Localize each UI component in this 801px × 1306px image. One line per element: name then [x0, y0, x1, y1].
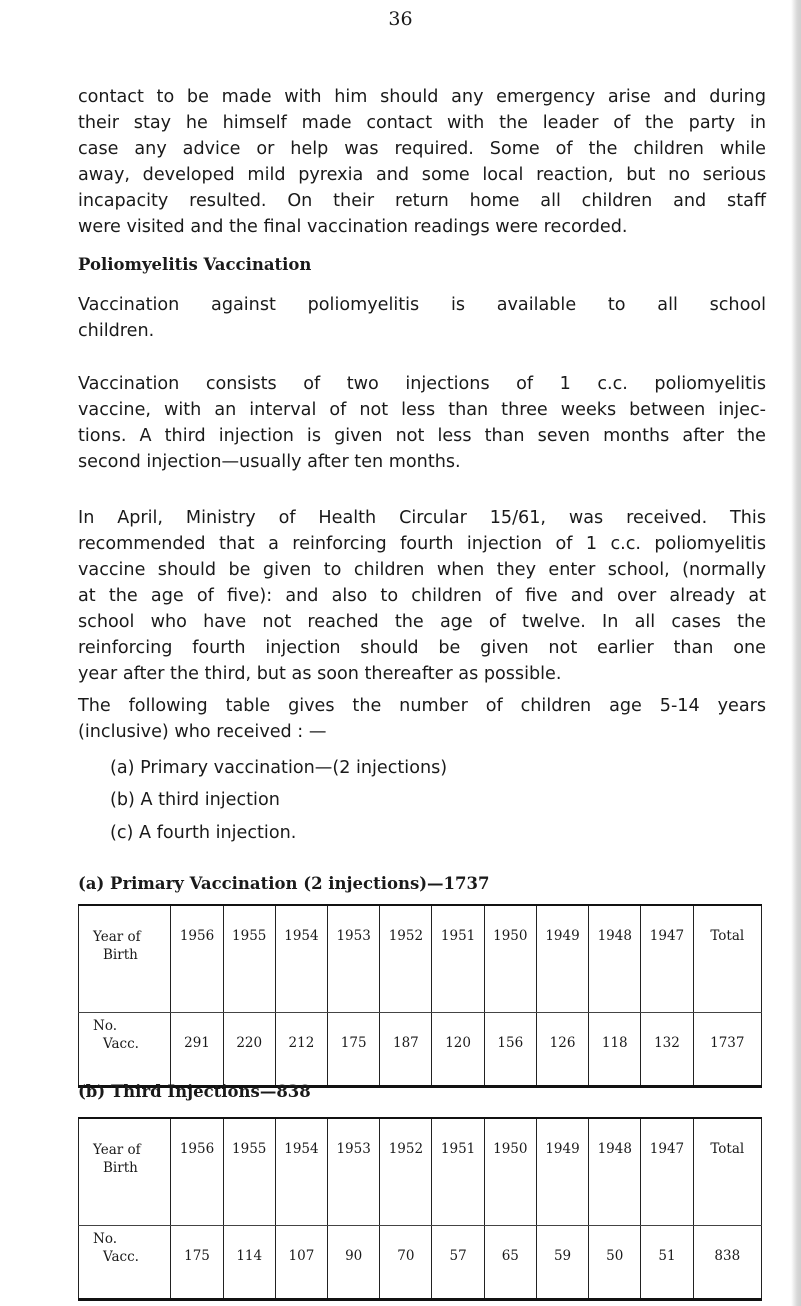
paragraph-availability	[78, 292, 766, 344]
year-cell: 1956	[171, 1118, 223, 1226]
label-line: Year of	[93, 929, 141, 945]
section-heading-poliomyelitis: Poliomyelitis Vaccination	[78, 255, 312, 274]
text-line: away, developed mild pyrexia and some local reaction, but no serious	[78, 165, 766, 185]
label-line: Year of	[93, 1142, 141, 1158]
text-line: Vaccination against poliomyelitis is available to all school	[78, 295, 766, 315]
label-line: Vacc.	[103, 1249, 139, 1265]
year-cell: 1951	[432, 905, 484, 1013]
value-cell: 220	[223, 1013, 275, 1087]
label-line: No.	[93, 1018, 117, 1034]
paragraph-table-intro	[78, 693, 766, 745]
year-cell: 1953	[328, 1118, 380, 1226]
total-value-cell: 1737	[693, 1013, 761, 1087]
year-cell: 1954	[275, 1118, 327, 1226]
value-cell: 107	[275, 1226, 327, 1300]
text-line: vaccine, with an interval of not less than three weeks between injec-	[78, 400, 766, 420]
label-line: Birth	[103, 947, 138, 963]
value-cell: 65	[484, 1226, 536, 1300]
text-line: recommended that a reinforcing fourth injection of 1 c.c. poliomyelitis	[78, 534, 766, 554]
year-cell: 1952	[380, 1118, 432, 1226]
year-cell: 1947	[641, 905, 693, 1013]
text-line: case any advice or help was required. Some of the children while	[78, 139, 766, 159]
label-line: Vacc.	[103, 1036, 139, 1052]
year-cell: 1955	[223, 1118, 275, 1226]
paragraph-circular	[78, 505, 766, 687]
year-cell: 1948	[589, 905, 641, 1013]
year-cell: 1947	[641, 1118, 693, 1226]
value-cell: 291	[171, 1013, 223, 1087]
text-line: vaccine should be given to children when they enter school, (normally	[78, 560, 766, 580]
value-cell: 90	[328, 1226, 380, 1300]
text-line: The following table gives the number of children age 5-14 years	[78, 696, 766, 716]
text-line: school who have not reached the age of twelve. In all cases the	[78, 612, 766, 632]
table-row-number-vaccinated	[79, 1226, 762, 1300]
year-cell: 1955	[223, 905, 275, 1013]
text-line: tions. A third injection is given not less than seven months after the	[78, 426, 766, 446]
table-row-year-of-birth	[79, 1118, 762, 1226]
table-primary-vaccination	[78, 904, 762, 1088]
value-cell: 126	[536, 1013, 588, 1087]
value-cell: 156	[484, 1013, 536, 1087]
total-header-cell: Total	[693, 905, 761, 1013]
text-line: contact to be made with him should any emergency arise and during	[78, 87, 766, 107]
year-cell: 1949	[536, 1118, 588, 1226]
row-label-year-of-birth	[79, 1118, 171, 1226]
table-row-year-of-birth	[79, 905, 762, 1013]
table-row-number-vaccinated	[79, 1013, 762, 1087]
value-cell: 175	[171, 1226, 223, 1300]
table-a-title: (a) Primary Vaccination (2 injections)—1737	[78, 874, 490, 893]
page-edge-shadow	[791, 0, 801, 1306]
year-cell: 1948	[589, 1118, 641, 1226]
total-header-cell: Total	[693, 1118, 761, 1226]
text-line: at the age of five): and also to children of five and over already at	[78, 586, 766, 606]
value-cell: 118	[589, 1013, 641, 1087]
list-item-primary: (a) Primary vaccination—(2 injections)	[110, 758, 448, 778]
row-label-no-vacc	[79, 1013, 171, 1087]
year-cell: 1949	[536, 905, 588, 1013]
text-line: In April, Ministry of Health Circular 15/61, was received. This	[78, 508, 766, 528]
text-line: children.	[78, 321, 155, 341]
list-item-third: (b) A third injection	[110, 790, 280, 810]
label-line: No.	[93, 1231, 117, 1247]
text-line: year after the third, but as soon thereafter as possible.	[78, 664, 562, 684]
year-cell: 1950	[484, 905, 536, 1013]
year-cell: 1951	[432, 1118, 484, 1226]
total-value-cell: 838	[693, 1226, 761, 1300]
table-third-injections	[78, 1117, 762, 1301]
value-cell: 59	[536, 1226, 588, 1300]
row-label-year-of-birth	[79, 905, 171, 1013]
value-cell: 187	[380, 1013, 432, 1087]
text-line: incapacity resulted. On their return home all children and staff	[78, 191, 766, 211]
text-line: their stay he himself made contact with the leader of the party in	[78, 113, 766, 133]
year-cell: 1950	[484, 1118, 536, 1226]
text-line: reinforcing fourth injection should be given not earlier than one	[78, 638, 766, 658]
value-cell: 175	[328, 1013, 380, 1087]
year-cell: 1956	[171, 905, 223, 1013]
text-line: (inclusive) who received : —	[78, 722, 327, 742]
text-line: were visited and the final vaccination readings were recorded.	[78, 217, 628, 237]
value-cell: 120	[432, 1013, 484, 1087]
table-b-title: (b) Third Injections—838	[78, 1082, 311, 1101]
value-cell: 132	[641, 1013, 693, 1087]
text-line: Vaccination consists of two injections of 1 c.c. poliomyelitis	[78, 374, 766, 394]
year-cell: 1953	[328, 905, 380, 1013]
page-number: 36	[388, 8, 413, 30]
value-cell: 212	[275, 1013, 327, 1087]
year-cell: 1954	[275, 905, 327, 1013]
paragraph-injections	[78, 371, 766, 475]
value-cell: 57	[432, 1226, 484, 1300]
text-line: second injection—usually after ten months.	[78, 452, 461, 472]
list-item-fourth: (c) A fourth injection.	[110, 823, 297, 843]
value-cell: 51	[641, 1226, 693, 1300]
row-label-no-vacc	[79, 1226, 171, 1300]
value-cell: 114	[223, 1226, 275, 1300]
value-cell: 70	[380, 1226, 432, 1300]
value-cell: 50	[589, 1226, 641, 1300]
paragraph-intro	[78, 84, 766, 240]
year-cell: 1952	[380, 905, 432, 1013]
label-line: Birth	[103, 1160, 138, 1176]
